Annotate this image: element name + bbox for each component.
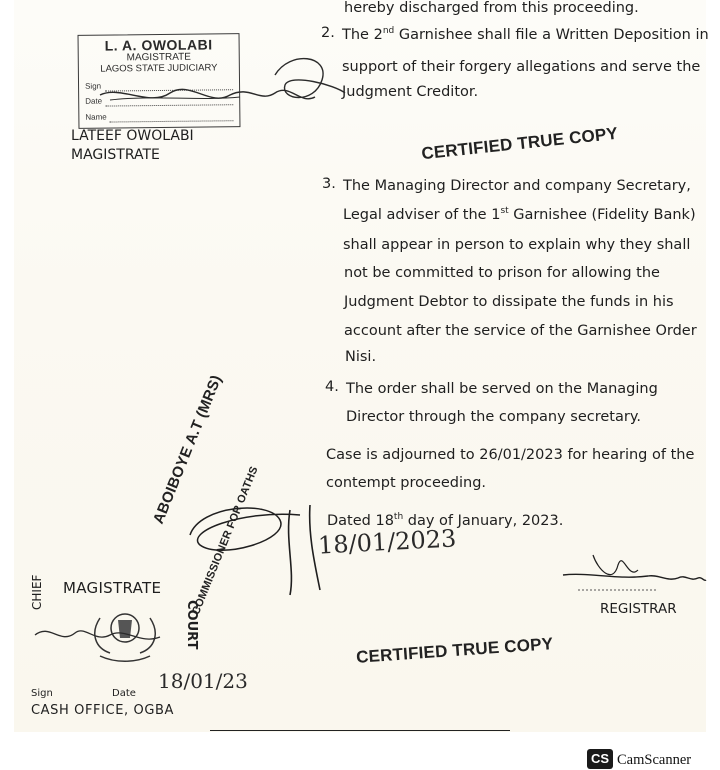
item-2-line-2: support of their forgery allegations and serve the (342, 59, 701, 75)
item-4-line-2: Director through the company secretary. (346, 409, 641, 425)
certified-stamp-2: CERTIFIED TRUE COPY (355, 634, 554, 667)
adjourn-line-1: Case is adjourned to 26/01/2023 for hearing of the (326, 447, 695, 463)
item-3-line-7: Nisi. (345, 349, 377, 365)
partial-line: hereby discharged from this proceeding. (344, 0, 639, 16)
stamp-name-dots (109, 120, 233, 122)
registrar-label: REGISTRAR (600, 601, 677, 617)
item-2-number: 2. (321, 25, 335, 41)
camscanner-logo-icon: CS (587, 749, 613, 769)
court-stamp-bottom: CASH OFFICE, OGBA (31, 703, 175, 718)
item-3-line-2: Legal adviser of the 1st Garnishee (Fidelity Bank) (343, 206, 696, 223)
item-3-line-6: account after the service of the Garnishee Order (344, 323, 697, 339)
court-stamp-date-label: Date (112, 688, 136, 699)
item-3-line-1: The Managing Director and company Secretary, (343, 178, 691, 194)
stamp-sign-label: Sign (85, 81, 102, 91)
item-2-line-3: Judgment Creditor. (342, 84, 479, 100)
item-3-line-4: not be committed to prison for allowing the (344, 265, 660, 281)
court-stamp-title: MAGISTRATE (63, 579, 162, 597)
item-4-line-1: The order shall be served on the Managing (346, 381, 658, 397)
item-3-line-5: Judgment Debtor to dissipate the funds in his (344, 294, 674, 310)
stamp-date-dots (105, 104, 233, 106)
court-stamp-sign-label: Sign (31, 688, 53, 699)
handwritten-date-main: 18/01/2023 (317, 524, 457, 560)
stamp-title: MAGISTRATE (126, 51, 191, 64)
court-stamp-side-left: CHIEF (30, 574, 44, 610)
item-3-number: 3. (322, 176, 336, 192)
stamp-name-label: Name (85, 112, 107, 122)
commissioner-stamp-title: COMMISSIONER FOR OATHS (190, 464, 261, 617)
court-stamp-side-right: COURT (184, 600, 199, 650)
dated-line: Dated 18th day of January, 2023. (327, 512, 564, 529)
item-3-line-3: shall appear in person to explain why they shall (343, 237, 691, 253)
stamp-date-label: Date (85, 96, 103, 106)
stamp-sign-dots (105, 89, 233, 91)
adjourn-line-2: contempt proceeding. (326, 475, 487, 491)
magistrate-stamp (78, 33, 241, 129)
commissioner-stamp-name: ABOIBOYE A.T (MRS) (150, 372, 226, 527)
stamp-name: L. A. OWOLABI (104, 36, 213, 54)
footer-rule (210, 730, 510, 731)
camscanner-name: CamScanner (617, 752, 692, 768)
magistrate-name: LATEEF OWOLABI (71, 128, 194, 144)
certified-stamp-1: CERTIFIED TRUE COPY (420, 123, 619, 164)
stamp-org: LAGOS STATE JUDICIARY (100, 62, 218, 75)
magistrate-title: MAGISTRATE (71, 147, 160, 163)
item-4-number: 4. (325, 379, 339, 395)
court-stamp-handwritten-date: 18/01/23 (158, 669, 248, 693)
item-2-line-1: The 2nd Garnishee shall file a Written Deposition in (342, 26, 709, 43)
